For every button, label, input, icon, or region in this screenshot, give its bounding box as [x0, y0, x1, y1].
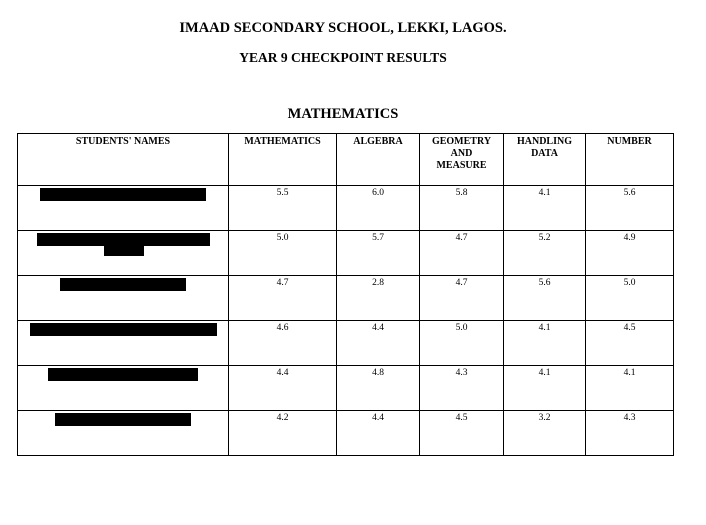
table-row	[18, 231, 674, 276]
student-name-cell	[18, 366, 229, 411]
mathematics-cell: 4.4	[229, 366, 337, 411]
table-row	[18, 321, 674, 366]
redaction-bar	[48, 368, 198, 381]
handling-data-cell: 4.1	[504, 186, 586, 231]
redaction-bar	[60, 278, 186, 291]
table-header-row	[18, 134, 674, 186]
mathematics-cell: 5.0	[229, 231, 337, 276]
student-name-cell	[18, 321, 229, 366]
mathematics-cell: 4.2	[229, 411, 337, 456]
algebra-cell: 6.0	[337, 186, 420, 231]
geometry-cell: 4.7	[420, 276, 504, 321]
handling-data-cell: 5.6	[504, 276, 586, 321]
algebra-cell: 4.4	[337, 321, 420, 366]
table-row	[18, 366, 674, 411]
column-header-geometry-and-measure: GEOMETRY AND MEASURE	[420, 134, 504, 186]
handling-data-cell: 4.1	[504, 366, 586, 411]
school-title: IMAAD SECONDARY SCHOOL, LEKKI, LAGOS.	[179, 20, 507, 36]
table-row	[18, 186, 674, 231]
handling-data-cell: 3.2	[504, 411, 586, 456]
column-header-handling-data: HANDLING DATA	[504, 134, 586, 186]
table-row	[18, 411, 674, 456]
subject-title: MATHEMATICS	[287, 106, 399, 122]
geometry-cell: 4.3	[420, 366, 504, 411]
column-header-number: NUMBER	[586, 134, 674, 186]
redaction-bar	[40, 188, 206, 201]
handling-data-cell: 4.1	[504, 321, 586, 366]
number-cell: 4.9	[586, 231, 674, 276]
student-name-cell	[18, 276, 229, 321]
number-cell: 4.1	[586, 366, 674, 411]
mathematics-cell: 5.5	[229, 186, 337, 231]
redaction-bar	[30, 323, 217, 336]
table-row	[18, 276, 674, 321]
geometry-cell: 5.8	[420, 186, 504, 231]
column-header-students-names: STUDENTS' NAMES	[18, 134, 229, 186]
mathematics-cell: 4.6	[229, 321, 337, 366]
column-header-mathematics: MATHEMATICS	[229, 134, 337, 186]
redaction-bar	[104, 244, 144, 256]
algebra-cell: 4.4	[337, 411, 420, 456]
mathematics-cell: 4.7	[229, 276, 337, 321]
column-header-algebra: ALGEBRA	[337, 134, 420, 186]
results-table	[17, 133, 674, 456]
report-title: YEAR 9 CHECKPOINT RESULTS	[239, 50, 447, 65]
geometry-cell: 5.0	[420, 321, 504, 366]
algebra-cell: 4.8	[337, 366, 420, 411]
student-name-cell	[18, 186, 229, 231]
geometry-cell: 4.7	[420, 231, 504, 276]
algebra-cell: 2.8	[337, 276, 420, 321]
number-cell: 5.0	[586, 276, 674, 321]
number-cell: 4.5	[586, 321, 674, 366]
handling-data-cell: 5.2	[504, 231, 586, 276]
student-name-cell	[18, 231, 229, 276]
student-name-cell	[18, 411, 229, 456]
number-cell: 5.6	[586, 186, 674, 231]
redaction-bar	[55, 413, 191, 426]
number-cell: 4.3	[586, 411, 674, 456]
algebra-cell: 5.7	[337, 231, 420, 276]
geometry-cell: 4.5	[420, 411, 504, 456]
